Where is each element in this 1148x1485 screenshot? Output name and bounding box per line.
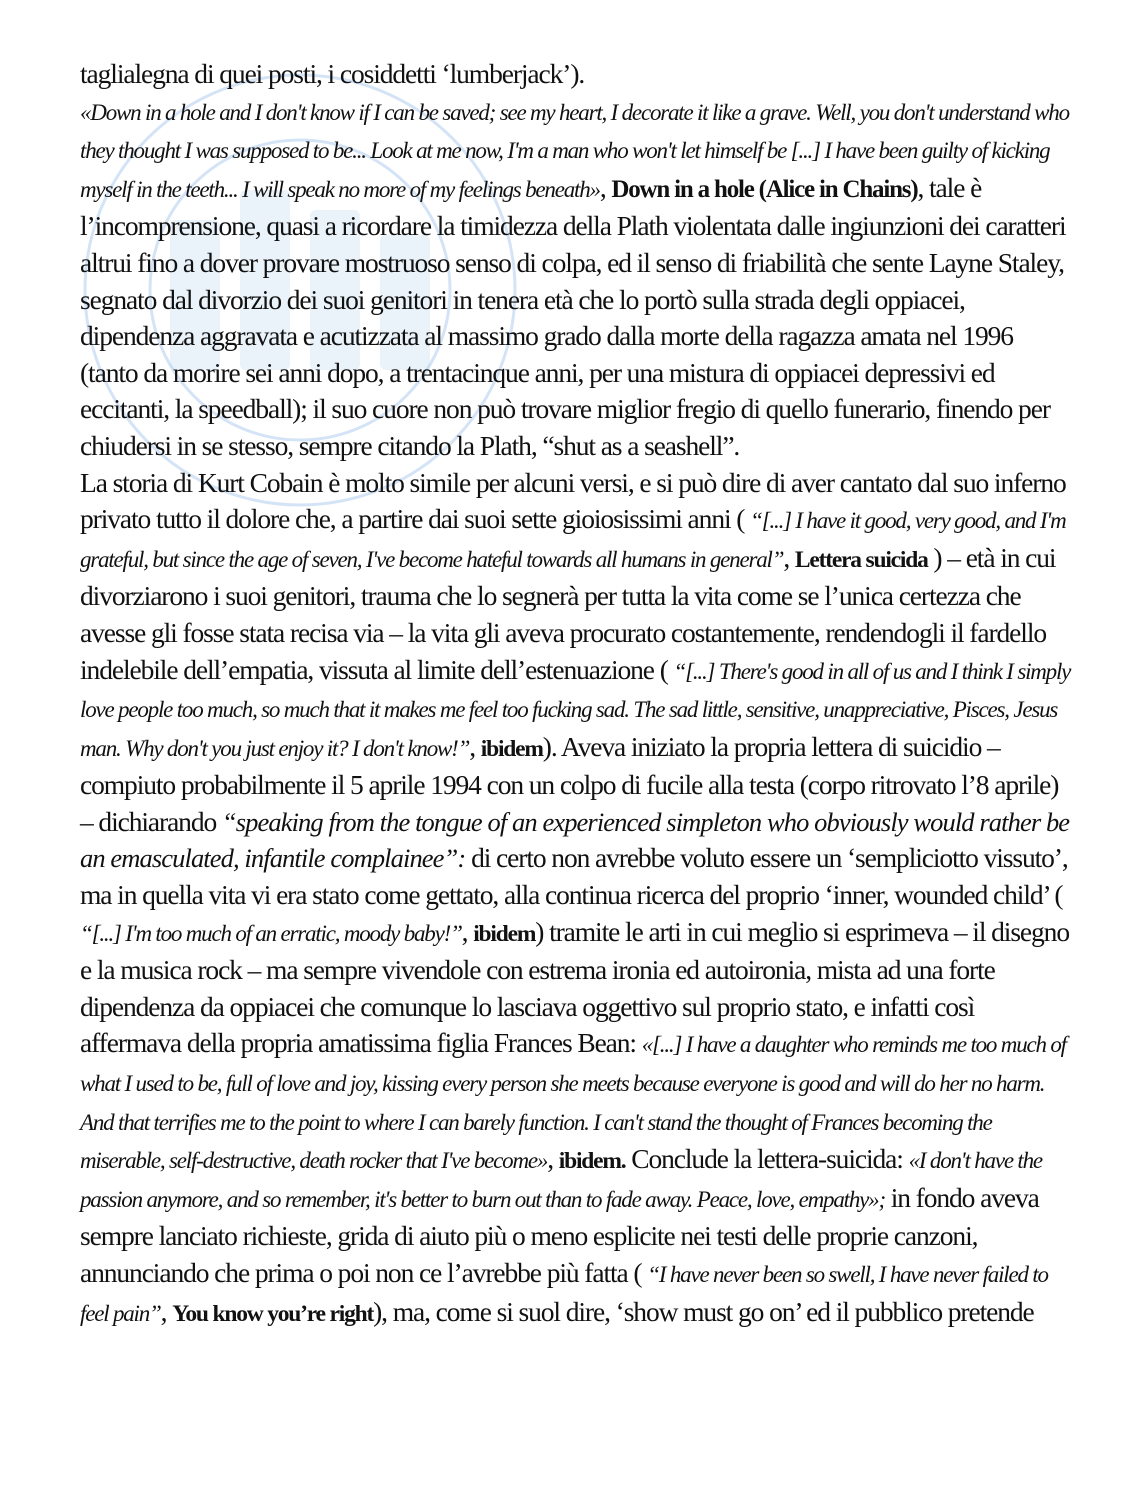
quote-moody-baby: “[...] I'm too much of an erratic, moody baby!”	[80, 920, 462, 946]
text-run: ), ma, come si suol dire, ‘show must go on’ ed il pubblico pretende	[373, 1295, 1034, 1327]
text-run: Conclude la lettera-suicida:	[625, 1143, 909, 1175]
citation-ibidem: ibidem	[473, 920, 536, 947]
text-run: in fondo aveva sempre lanciato richieste, grida di aiuto più o meno esplicite nei testi delle proprie canzoni, annunciando che prima o poi non ce l’avrebbe più fatta (	[80, 1181, 1039, 1288]
paragraph-1	[80, 56, 1072, 465]
separator: ,	[547, 1143, 559, 1175]
quote-experienced-simpleton: “speaking from the tongue of an experienced simpleton who obviously would rather be an emasculated, infantile complainee”:	[80, 806, 1070, 874]
separator: ,	[783, 541, 795, 573]
citation-down-in-a-hole: Down in a hole (Alice in Chains)	[611, 175, 918, 203]
quote-burn-out: «I don't have the passion anymore, and so remember, it's better to burn out than to fade away. Peace, love, empathy»;	[80, 1148, 1042, 1212]
citation-you-know-youre-right: You know you’re right	[172, 1300, 374, 1327]
citation-ibidem: ibidem	[480, 735, 543, 762]
paragraph-2	[80, 465, 1072, 1333]
text-run: La storia di Kurt Cobain è molto simile per alcuni versi, e si può dire di aver cantato dal suo inferno privato tutto il dolore che, a partire dai suoi sette gioiosissimi anni (	[80, 466, 1066, 535]
text-run: , tale è l’incomprensione, quasi a ricordare la timidezza della Plath violentata dalle ingiunzioni dei caratteri altrui fino a dover provare mostruoso senso di colpa, ed il senso di friabilità che sente Layne Staley, segnato dal divorzio dei suoi genitori in tenera età che lo portò sulla strada degli oppiacei, dipendenza aggravata e acutizzata al massimo grado dalla morte della ragazza amata nel 1996 (tanto da morire sei anni dopo, a trentacinque anni, per una mistura di oppiacei depressivi ed eccitanti, la speedball); il suo cuore non può trovare miglior fregio di quello funerario, finendo per chiudersi in se stesso, sempre citando la Plath, “shut as a seashell”.	[80, 171, 1066, 461]
text-run: ) tramite le arti in cui meglio si esprimeva – il disegno e la musica rock – ma sempre vivendole con estrema ironia ed autoironia, mista ad una forte dipendenza da oppiacei che comunque lo lasciava oggettivo sul proprio stato, e infatti così affermava della propria amatissima figlia Frances Bean:	[80, 915, 1069, 1059]
document-page	[80, 56, 1072, 1332]
text-run: di certo non avrebbe voluto essere un ‘sempliciotto vissuto’, ma in quella vita vi era stato come gettato, alla continua ricerca del proprio ‘inner, wounded child’ (	[80, 842, 1068, 911]
text-run: ). Aveva iniziato la propria lettera di suicidio – compiuto probabilmente il 5 aprile 1994 con un colpo di fucile alla testa (corpo ritrovato l’8 aprile) – dichiarando	[80, 730, 1059, 837]
text-run: taglialegna di quei posti, i cosiddetti ‘lumberjack’).	[80, 58, 585, 89]
quote-good-in-all-of-us: “[...] There's good in all of us and I think I simply love people too much, so much that it makes me feel too fucking sad. The sad little, sensitive, unappreciative, Pisces, Jesus man. Why don't you just enjoy it? I don't know!”	[80, 658, 1071, 761]
separator: ,	[469, 730, 481, 762]
quote-never-been-so-swell: “I have never been so swell, I have never failed to feel pain”	[80, 1262, 1048, 1326]
text-run: ) – età in cui divorziarono i suoi genitori, trauma che lo segnerà per tutta la vita come se l’unica certezza che avesse gli fosse stata recisa via – la vita gli aveva procurato costantemente, rendendogli il fardello indelebile dell’empatia, vissuta al limite dell’estenuazione (	[80, 541, 1056, 685]
citation-ibidem: ibidem.	[558, 1148, 626, 1175]
separator: ,	[461, 915, 474, 947]
separator: ,	[160, 1295, 173, 1327]
quote-down-in-a-hole: «Down in a hole and I don't know if I can be saved; see my heart, I decorate it like a grave. Well, you don't understand who they thought I was supposed to be... Look at me now, I'm a man who won't let himself be [...] I have been guilty of kicking myself in the teeth... I will speak no more of my feelings beneath»	[80, 99, 1069, 202]
quote-daughter: «[...] I have a daughter who reminds me too much of what I used to be, full of love and joy, kissing every person she meets because everyone is good and will do her no harm. And that terrifies me to the point to where I can barely function. I can't stand the thought of Frances becoming the miserable, self-destructive, death rocker that I've become»	[80, 1032, 1066, 1174]
citation-lettera-suicida: Lettera suicida	[794, 546, 928, 573]
separator: ,	[599, 171, 612, 203]
quote-age-of-seven: “[...] I have it good, very good, and I'm grateful, but since the age of seven, I've become hateful towards all humans in general”	[80, 508, 1066, 572]
